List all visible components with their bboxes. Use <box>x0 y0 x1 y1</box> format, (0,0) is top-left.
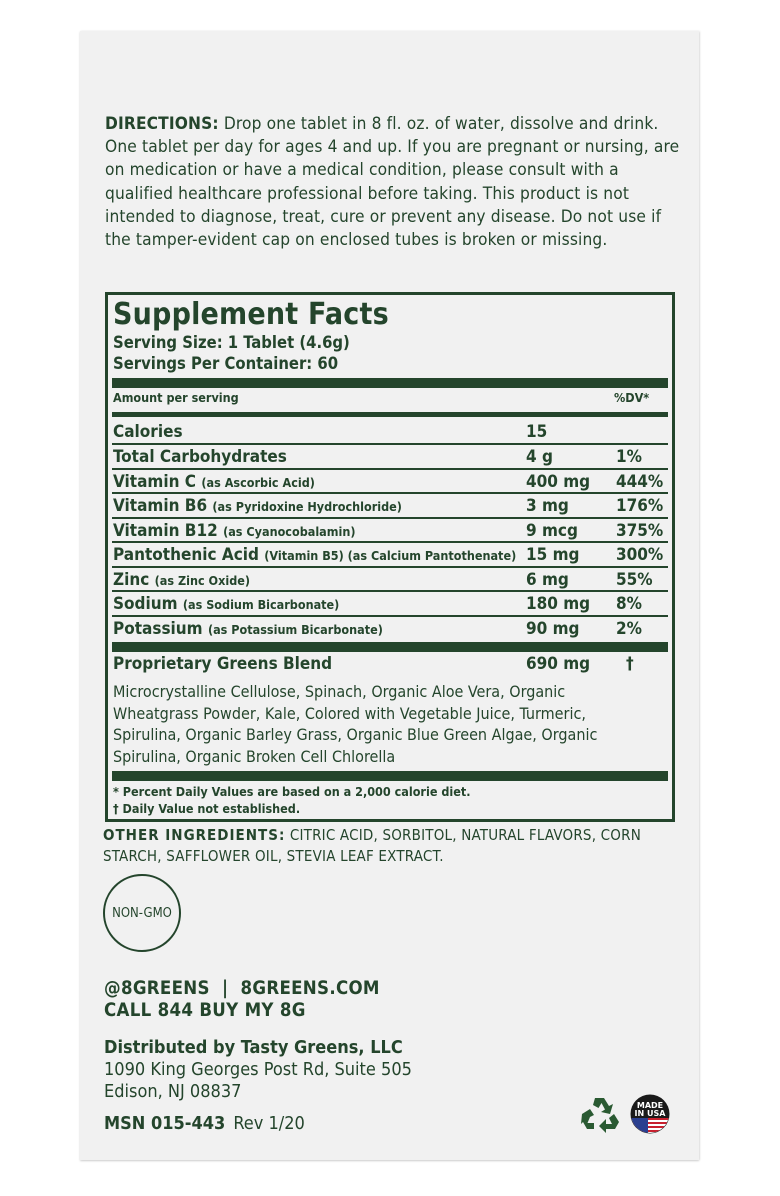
nutrient-row: Sodium (as Sodium Bicarbonate) 180 mg 8% <box>113 594 642 614</box>
amount-per-serving-header: Amount per serving <box>113 390 239 405</box>
nutrient-row: Vitamin C (as Ascorbic Acid) 400 mg 444% <box>113 472 664 492</box>
msn-line <box>104 1113 305 1135</box>
social-and-website: @8GREENS | 8GREENS.COM <box>104 978 380 999</box>
distributor-name: Distributed by Tasty Greens, LLC <box>104 1037 403 1058</box>
nutrient-row: Calories 15 <box>113 422 548 442</box>
other-ingredients <box>103 825 683 867</box>
nutrient-row: Total Carbohydrates 4 g 1% <box>113 447 642 467</box>
supplement-facts-title: Supplement Facts <box>113 297 389 332</box>
msn-code: MSN 015-443 <box>104 1113 226 1134</box>
thick-divider <box>112 642 668 652</box>
distributor-street: 1090 King Georges Post Rd, Suite 505 <box>104 1059 412 1080</box>
distributor-city: Edison, NJ 08837 <box>104 1081 242 1102</box>
nutrient-row: Vitamin B12 (as Cyanocobalamin) 9 mcg 375% <box>113 521 664 541</box>
nutrient-row: Zinc (as Zinc Oxide) 6 mg 55% <box>113 570 653 590</box>
revision: Rev 1/20 <box>233 1113 305 1134</box>
svg-text:MADE: MADE <box>636 1101 664 1110</box>
footnote-dv: * Percent Daily Values are based on a 2,000 calorie diet. <box>113 784 471 799</box>
dv-header: %DV* <box>614 390 650 405</box>
recycle-icon <box>580 1094 622 1134</box>
made-in-usa-icon <box>630 1094 670 1134</box>
directions-body: Drop one tablet in 8 fl. oz. of water, dissolve and drink. One tablet per day for ages 4 and up. If you are pregnant or nursing, are on medication or have a medical condition, please consult with a qualified healthcare professional before taking. This product is not intended to diagnose, treat, cure or prevent any disease. Do not use if the tamper-evident cap on enclosed tubes is broken or missing. <box>105 114 680 251</box>
serving-size: Serving Size: 1 Tablet (4.6g) <box>113 333 350 352</box>
contact-info <box>104 978 380 1022</box>
medium-divider <box>112 412 668 417</box>
phone-line: CALL 844 BUY MY 8G <box>104 1000 306 1021</box>
nutrient-row: Pantothenic Acid (Vitamin B5) (as Calcium Pantothenate) 15 mg 300% <box>113 545 664 565</box>
blend-ingredients: Microcrystalline Cellulose, Spinach, Organic Aloe Vera, Organic Wheatgrass Powder, Kale, Colored with Vegetable Juice, Turmeric, Spirulina, Organic Barley Grass, Organic Blue Green Algae, Organic Spirulina, Organic Broken Cell Chlorella <box>113 682 598 766</box>
thick-divider <box>112 771 668 781</box>
directions-label: DIRECTIONS: <box>105 114 219 134</box>
distributor-info <box>104 1037 412 1103</box>
servings-per-container: Servings Per Container: 60 <box>113 354 339 373</box>
other-ingredients-list: CITRIC ACID, SORBITOL, NATURAL FLAVORS, CORN STARCH, SAFFLOWER OIL, STEVIA LEAF EXTRACT. <box>103 826 641 865</box>
non-gmo-badge <box>103 874 181 952</box>
directions-text <box>105 113 680 252</box>
thick-divider <box>112 378 668 388</box>
footnote-dagger: † Daily Value not established. <box>113 801 301 816</box>
nutrient-row: Potassium (as Potassium Bicarbonate) 90 mg 2% <box>113 619 642 639</box>
non-gmo-label: NON-GMO <box>112 905 172 921</box>
other-ingredients-label: OTHER INGREDIENTS: <box>103 826 286 844</box>
svg-text:IN USA: IN USA <box>634 1109 666 1118</box>
supplement-facts-box <box>105 292 675 822</box>
blend-row: Proprietary Greens Blend 690 mg † <box>113 654 634 674</box>
nutrient-row: Vitamin B6 (as Pyridoxine Hydrochloride) 3 mg 176% <box>113 496 664 516</box>
